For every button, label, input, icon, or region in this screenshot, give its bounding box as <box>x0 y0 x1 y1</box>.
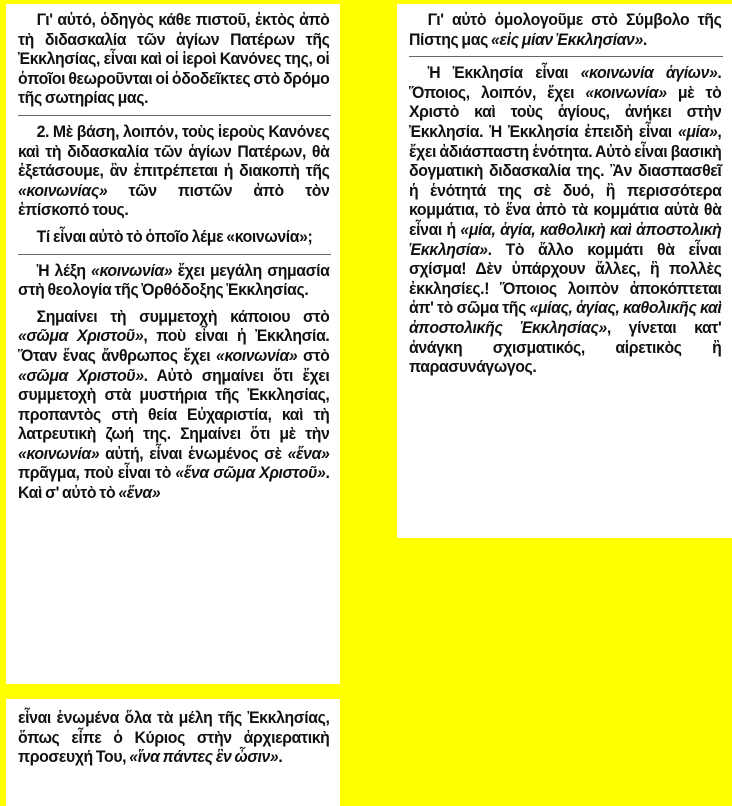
text-run: . <box>642 29 647 49</box>
paragraph <box>18 307 329 503</box>
text-run: Τί εἶναι αὐτὸ τὸ ὁποῖο λέμε «κοινωνία»; <box>36 226 313 246</box>
paragraph <box>18 708 329 767</box>
text-run: 2. Μὲ βάση, λοιπόν, τοὺς ἱεροὺς Κανόνες καὶ τὴ διδασκαλία τῶν ἁγίων Πατέρων, θὰ ἐξετάσουμε, ἂν ἐπιτρέπεται ἡ διακοπὴ τῆς <box>18 121 330 181</box>
text-run: Σημαίνει τὴ συμμετοχὴ κάποιου στὸ <box>36 306 330 326</box>
text-run: . Καὶ σ' αὐτὸ τὸ <box>18 463 330 503</box>
text-run: , ποὺ εἶναι ἡ Ἐκκλησία. Ὅταν ἕνας ἄνθρωπος ἔχει <box>18 326 330 365</box>
italic-phrase: «κοινωνία» <box>585 82 667 102</box>
italic-phrase: «κοινωνίας» <box>18 180 108 200</box>
paragraph <box>18 10 329 108</box>
text-run: μὲ τὸ Χριστὸ καὶ τοὺς ἁγίους, ἀνήκει στὴν Ἐκκλησία. Ἡ Ἐκκλησία ἐπειδὴ εἶναι <box>409 82 722 141</box>
italic-phrase: «μία» <box>677 121 718 141</box>
italic-phrase: «κοινωνία» <box>91 260 173 280</box>
italic-phrase: «μίας, ἁγίας, καθολικῆς καὶ ἀποστολικῆς Ἐκκλησίας» <box>409 298 722 337</box>
paragraph <box>18 122 329 220</box>
italic-phrase: «κοινωνία» <box>18 443 100 463</box>
text-run: . Τὸ ἄλλο κομμάτι θὰ εἶναι σχίσμα! Δὲν ὑπάρχουν ἄλλες, ἢ πολλὲς ἐκκλησίες.! Ὅποιος λοιπὸν ἀποκόπτεται ἀπ' τὸ σῶμα τῆς <box>409 239 722 318</box>
text-run: ἔχει μεγάλη σημασία στὴ θεολογία τῆς Ὀρθόδοξης Ἐκκλησίας. <box>18 260 330 300</box>
text-run: Γι' αὐτό, ὁδηγὸς κάθε πιστοῦ, ἐκτὸς ἀπὸ τὴ διδασκαλία τῶν ἁγίων Πατέρων τῆς Ἐκκλησίας, εἶναι καὶ οἱ ἱεροὶ Κανόνες της, οἱ ὁποῖοι θεωροῦνται οἱ ὁδοδεῖκτες στὸ δρόμο τῆς σωτηρίας μας. <box>18 10 330 108</box>
text-run: πρᾶγμα, ποὺ εἶναι τὸ <box>18 463 176 483</box>
italic-phrase: «ἕνα» <box>287 443 330 463</box>
text-run: . <box>278 747 283 767</box>
paragraph <box>18 261 329 300</box>
column-right <box>397 4 732 538</box>
italic-phrase: «εἰς μίαν Ἐκκλησίαν» <box>491 29 643 49</box>
italic-phrase: «σῶμα Χριστοῦ» <box>18 365 144 385</box>
italic-phrase: «ἕνα» <box>118 483 161 503</box>
paragraph-divider <box>409 56 723 57</box>
italic-phrase: «σῶμα Χριστοῦ» <box>18 326 144 346</box>
paragraph <box>409 63 721 377</box>
text-run: εἶναι ἑνωμένα ὅλα τὰ μέλη τῆς Ἐκκλησίας, ὅπως εἶπε ὁ Κύριος στὴν ἀρχιερατικὴ προσευχή Του, <box>18 708 330 767</box>
paragraph-divider <box>18 254 331 255</box>
column-left-bottom <box>6 699 340 806</box>
paragraph-divider <box>18 115 331 116</box>
text-run: , γίνεται κατ' ἀνάγκη σχισματικός, αἱρετικὸς ἢ παρασυνάγωγος. <box>409 317 722 377</box>
italic-phrase: «ἵνα πάντες ἓν ὦσιν» <box>129 747 279 767</box>
text-run: Γι' αὐτὸ ὁμολογοῦμε στὸ Σύμβολο τῆς Πίστης μας <box>409 10 722 49</box>
italic-phrase: «μία, ἁγία, καθολικὴ καὶ ἀποστολικὴ Ἐκκλησία» <box>409 219 722 259</box>
text-run: . Ὅποιος, λοιπόν, ἔχει <box>409 63 722 102</box>
text-run: τῶν πιστῶν ἀπὸ τὸν ἐπίσκοπό τους. <box>18 180 330 220</box>
italic-phrase: «κοινωνία» <box>216 345 298 365</box>
text-run: Ἡ λέξη <box>36 260 92 280</box>
text-run: , ἔχει ἀδιάσπαστη ἑνότητα. Αὐτὸ εἶναι βασικὴ δογματικὴ διδασκαλία της. Ἂν διασπασθεῖ ἡ ἑνότητά της σὲ δυό, ἢ περισσότερα κομμάτια, τὸ ἕνα ἀπὸ τὰ κομμάτια αὐτὰ θὰ εἶναι ἡ <box>409 121 722 239</box>
paragraph <box>409 10 721 49</box>
paragraph <box>18 227 329 247</box>
text-run: αὐτή, εἶναι ἑνωμένος σὲ <box>99 443 288 463</box>
italic-phrase: «ἕνα σῶμα Χριστοῦ» <box>175 463 326 483</box>
text-run: στὸ <box>297 345 330 365</box>
text-run: Ἡ Ἐκκλησία εἶναι <box>427 63 581 83</box>
text-run: . Αὐτὸ σημαίνει ὅτι ἔχει συμμετοχὴ στὰ μυστήρια τῆς Ἐκκλησίας, προπαντὸς στὴ θεία Εὐχαριστία, καὶ τὴ λατρευτικὴ ζωή της. Σημαίνει ὅτι μὲ τὴν <box>18 365 330 444</box>
column-left-top <box>6 4 340 684</box>
italic-phrase: «κοινωνία ἁγίων» <box>580 63 718 83</box>
